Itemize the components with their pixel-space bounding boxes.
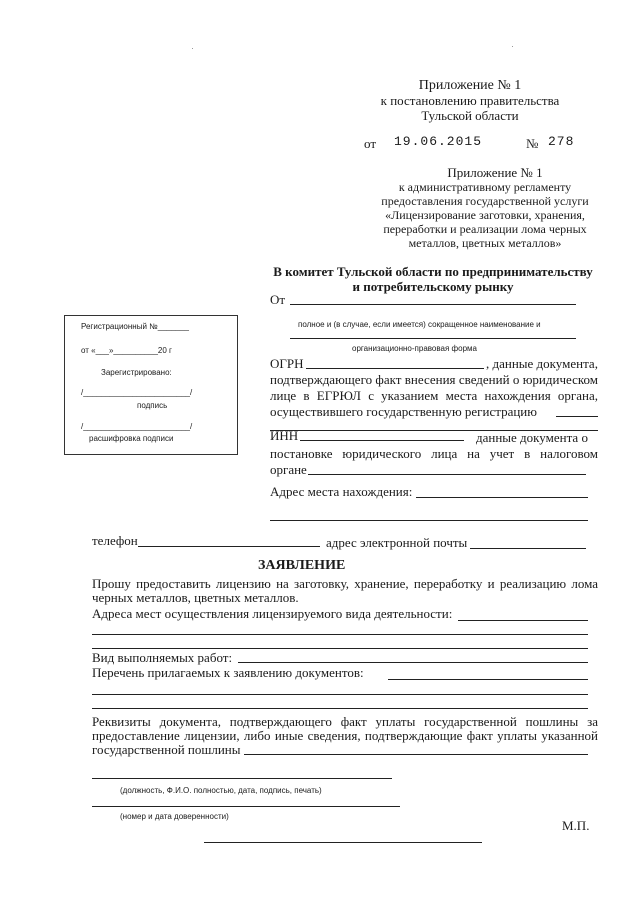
- ogrn-line3: лице в ЕГРЮЛ с указанием места нахождения органа,: [270, 388, 598, 403]
- ogrn-label: ОГРН: [270, 356, 304, 371]
- requisites-field[interactable]: [244, 754, 588, 755]
- docs-field-2[interactable]: [92, 694, 588, 695]
- appendix-resolution: к постановлению правительства: [380, 93, 560, 108]
- seal-place: М.П.: [562, 818, 590, 833]
- addresses-label: Адреса мест осуществления лицензируемого вида деятельности:: [92, 606, 453, 621]
- stamp-reg-number: Регистрационный №_______: [81, 322, 189, 331]
- inn-line2: постановке юридического лица на учет в налоговом: [270, 446, 598, 461]
- appendix-region: Тульской области: [421, 108, 519, 123]
- addresses-field-2[interactable]: [92, 634, 588, 635]
- email-label: адрес электронной почты: [326, 535, 468, 550]
- reg-line1: к административному регламенту: [398, 180, 572, 194]
- ogrn-line4: осуществившего государственную регистрацию: [270, 404, 537, 419]
- ogrn-registration-field[interactable]: [556, 416, 598, 417]
- address-field[interactable]: [416, 497, 588, 498]
- email-field[interactable]: [470, 548, 586, 549]
- position-hint: (должность, Ф.И.О. полностью, дата, подпись, печать): [120, 786, 322, 795]
- requisites-line1: Реквизиты документа, подтверждающего факт уплаты государственной пошлины за: [92, 714, 598, 729]
- stamp-decode-line: /________________________/: [81, 422, 193, 431]
- from-label: от: [364, 136, 377, 151]
- inn-line3: органе: [270, 462, 307, 477]
- ogrn-line2: подтверждающего факт внесения сведений о юридическом: [270, 372, 598, 387]
- reg-line3: «Лицензирование заготовки, хранения,: [385, 208, 585, 222]
- scan-speck: [512, 46, 513, 47]
- stamp-date: от «___»__________20 г: [81, 346, 172, 355]
- statement-p1b: черных металлов, цветных металлов.: [92, 590, 299, 605]
- position-signature-field[interactable]: [92, 778, 392, 779]
- reg-line2: предоставления государственной услуги: [381, 194, 589, 208]
- applicant-name-field-2[interactable]: [290, 338, 576, 339]
- stamp-registered: Зарегистрировано:: [101, 368, 172, 377]
- address-label: Адрес места нахождения:: [270, 484, 413, 499]
- reg-title: Приложение № 1: [447, 165, 543, 180]
- addressee-block: [268, 264, 598, 294]
- registration-stamp: [64, 315, 238, 455]
- stamp-decode-label: расшифровка подписи: [89, 434, 174, 443]
- inn-tail: данные документа о: [476, 430, 588, 445]
- requisites-line3: государственной пошлины: [92, 742, 241, 757]
- bottom-line: [204, 842, 482, 843]
- addressee-line2: и потребительскому рынку: [352, 279, 514, 294]
- addressee-line1: В комитет Тульской области по предпринимательству: [273, 264, 593, 279]
- regulation-appendix: [380, 166, 590, 250]
- number-label: №: [526, 136, 539, 151]
- works-label: Вид выполняемых работ:: [92, 650, 233, 665]
- docs-field[interactable]: [388, 679, 588, 680]
- proxy-field[interactable]: [92, 806, 400, 807]
- addresses-field-3[interactable]: [92, 648, 588, 649]
- requisites-line2: предоставление лицензии, либо иные сведения, подтверждающие факт уплаты указанной: [92, 728, 598, 743]
- phone-field[interactable]: [138, 546, 320, 547]
- applicant-name-hint: полное и (в случае, если имеется) сокращенное наименование и: [298, 320, 541, 329]
- ogrn-tail: , данные документа,: [486, 356, 598, 371]
- applicant-form-hint: организационно-правовая форма: [352, 344, 477, 353]
- addresses-field[interactable]: [458, 620, 588, 621]
- statement-title: ЗАЯВЛЕНИЕ: [258, 558, 346, 573]
- inn-field[interactable]: [300, 440, 464, 441]
- appendix-title: Приложение № 1: [418, 78, 522, 93]
- reg-line5: металлов, цветных металлов»: [408, 236, 562, 250]
- address-field-2[interactable]: [270, 520, 588, 521]
- applicant-name-field[interactable]: [290, 304, 576, 305]
- inn-tax-field[interactable]: [308, 474, 586, 475]
- from-applicant-label: От: [270, 292, 286, 307]
- scan-speck: [192, 48, 193, 49]
- resolution-date: 19.06.2015: [394, 134, 483, 149]
- docs-field-3[interactable]: [92, 708, 588, 709]
- stamp-signature-label: подпись: [137, 401, 168, 410]
- docs-label: Перечень прилагаемых к заявлению документов:: [92, 665, 364, 680]
- works-field[interactable]: [238, 662, 588, 663]
- ogrn-field[interactable]: [306, 368, 484, 369]
- phone-label: телефон: [92, 533, 138, 548]
- stamp-signature-line: /________________________/: [81, 388, 193, 397]
- reg-line4: переработки и реализации лома черных: [383, 222, 587, 236]
- inn-label: ИНН: [270, 428, 299, 443]
- resolution-number: 278: [548, 134, 575, 149]
- proxy-hint: (номер и дата доверенности): [120, 812, 229, 821]
- statement-p1: Прошу предоставить лицензию на заготовку, хранение, переработку и реализацию лома: [92, 576, 598, 591]
- header-appendix: [360, 78, 580, 123]
